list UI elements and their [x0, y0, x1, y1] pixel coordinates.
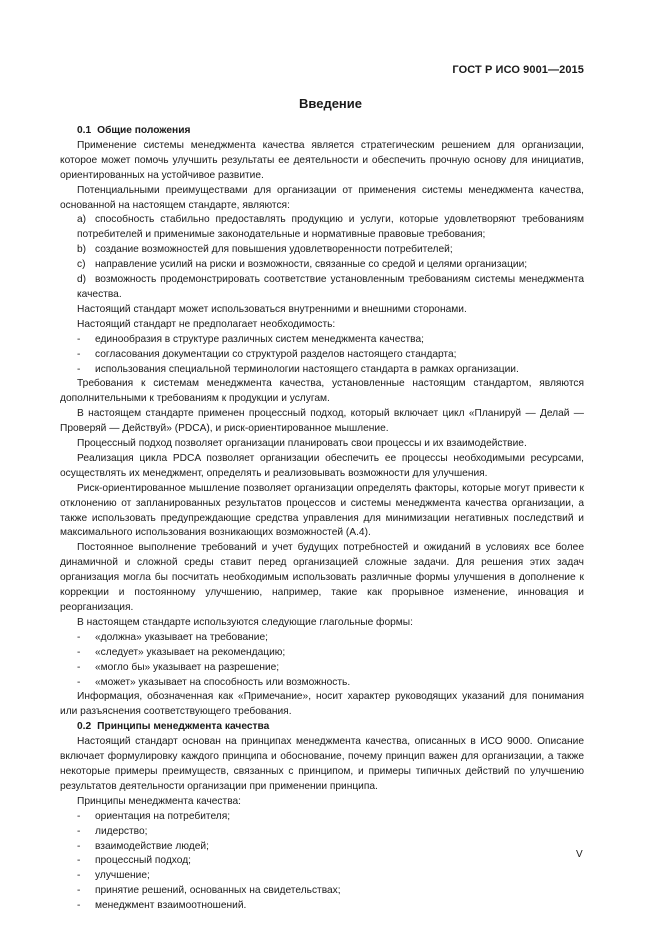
paragraph: Требования к системам менеджмента качества, установленные настоящим стандартом, являются дополнительными к требованиям к продукции и услугам. — [60, 378, 584, 405]
list-marker: - — [77, 840, 81, 852]
paragraph: Потенциальными преимуществами для организации от применения системы менеджмента качества, основанной на настоящем стандарте, являются: — [60, 184, 584, 211]
list-item — [60, 854, 584, 869]
list-item — [60, 333, 584, 348]
page-number: V — [576, 849, 583, 860]
paragraph: Реализация цикла PDCA позволяет организации обеспечить ее процессы необходимыми ресурсами, осуществлять их менеджмент, определять и реализовывать возможности для улучшения. — [60, 452, 584, 479]
page-title: Введение — [299, 96, 362, 111]
list-item-text: лидерство; — [95, 825, 148, 837]
list-item-text: возможность продемонстрировать соответствие установленным требованиям системы менеджмента качества. — [77, 274, 584, 300]
list-item — [60, 899, 584, 914]
list-item — [60, 243, 584, 258]
list-item-text: «должна» указывает на требование; — [95, 631, 268, 643]
list-marker: - — [77, 855, 81, 867]
paragraph: Настоящий стандарт не предполагает необходимость: — [77, 318, 336, 330]
list-marker: - — [77, 900, 81, 912]
section-number: 0.2 — [77, 721, 92, 733]
paragraph: Настоящий стандарт может использоваться внутренними и внешними сторонами. — [77, 303, 467, 315]
list-item-text: ориентация на потребителя; — [95, 810, 231, 822]
list-marker: - — [77, 333, 81, 345]
paragraph: Применение системы менеджмента качества является стратегическим решением для организации, которое может помочь улучшить результаты ее деятельности и обеспечить прочную основу для инициатив, ориентированных на устойчивое развитие. — [60, 139, 584, 181]
list-item-text: направление усилий на риски и возможности, связанные со средой и целями организации; — [95, 259, 528, 271]
list-item — [60, 676, 584, 691]
list-item-text: «может» указывает на способность или возможность. — [95, 676, 351, 688]
paragraph: Настоящий стандарт основан на принципах менеджмента качества, описанных в ИСО 9000. Описание включает формулировку каждого принципа и обоснование, почему принцип важен для организации, а также некоторые примеры преимуществ, связанных с принципом, и примеры типичных действий по улучшению результатов деятельности организации при применении принципа. — [60, 736, 584, 792]
list-item-text: «могло бы» указывает на разрешение; — [95, 661, 280, 673]
paragraph: Процессный подход позволяет организации планировать свои процессы и их взаимодействие. — [77, 438, 527, 450]
list-item — [60, 258, 584, 273]
list-marker: - — [77, 363, 81, 375]
section-title: Общие положения — [97, 125, 191, 136]
list-item — [60, 825, 584, 840]
list-marker: - — [77, 348, 81, 360]
list-item — [60, 348, 584, 363]
list-marker: - — [77, 810, 81, 822]
list-item-text: «следует» указывает на рекомендацию; — [95, 646, 286, 658]
list-item — [60, 869, 584, 884]
list-marker: - — [77, 646, 81, 658]
list-marker: - — [77, 870, 81, 882]
document-header: ГОСТ Р ИСО 9001—2015 — [452, 64, 584, 76]
list-item-text: процессный подход; — [95, 855, 191, 867]
list-marker: - — [77, 631, 81, 643]
list-item — [60, 810, 584, 825]
list-marker: d) — [77, 274, 87, 286]
paragraph: В настоящем стандарте используются следующие глагольные формы: — [77, 616, 413, 628]
list-item-text: взаимодействие людей; — [95, 840, 209, 852]
list-marker: c) — [77, 259, 86, 271]
list-item-text: создание возможностей для повышения удовлетворенности потребителей; — [95, 244, 453, 256]
paragraph: Постоянное выполнение требований и учет будущих потребностей и ожиданий в условиях все более динамичной и сложной среды ставит перед организацией сложные задачи. Для решения этих задач организация могла бы посчитать необходимым использовать различные формы улучшения в дополнение к коррекции и постоянному улучшению, например, такие как прорывное изменение, инновация и реорганизация. — [60, 542, 584, 613]
list-item — [60, 884, 584, 899]
list-marker: b) — [77, 244, 87, 256]
list-item-text: способность стабильно предоставлять продукцию и услуги, которые удовлетворяют требованиям потребителей и применимые законодательные и нормативные правовые требования; — [77, 214, 584, 241]
list-item — [60, 840, 584, 855]
paragraph: В настоящем стандарте применен процессный подход, который включает цикл «Планируй — Делай — Проверяй — Действуй» (PDCA), и риск-ориентированное мышление. — [60, 408, 584, 435]
list-item — [60, 646, 584, 661]
list-item — [60, 363, 584, 378]
list-marker: - — [77, 885, 81, 897]
list-item — [60, 661, 584, 676]
list-item-text: менеджмент взаимоотношений. — [95, 900, 247, 912]
document-body — [60, 124, 584, 914]
list-marker: - — [77, 825, 81, 837]
list-marker: - — [77, 661, 81, 673]
list-item — [60, 631, 584, 646]
list-marker: a) — [77, 214, 87, 226]
list-item — [60, 213, 584, 243]
list-item-text: использования специальной терминологии настоящего стандарта в рамках организации. — [95, 363, 519, 375]
list-item — [60, 273, 584, 303]
list-item-text: улучшение; — [95, 870, 150, 882]
paragraph: Риск-ориентированное мышление позволяет организации определять факторы, которые могут привести к отклонению от запланированных результатов процессов и системы менеджмента качества организации, а также использовать предупреждающие средства управления для минимизации негативных последствий и максимального использования возникающих возможностей (А.4). — [60, 482, 584, 539]
paragraph: Информация, обозначенная как «Примечание», носит характер руководящих указаний для понимания или разъяснения соответствующего требования. — [60, 691, 584, 718]
list-marker: - — [77, 676, 81, 688]
section-title: Принципы менеджмента качества — [97, 721, 270, 733]
list-item-text: согласования документации со структурой разделов настоящего стандарта; — [95, 348, 457, 360]
paragraph: Принципы менеджмента качества: — [77, 795, 241, 807]
section-heading-0-2 — [60, 720, 584, 735]
list-item-text: единообразия в структуре различных систем менеджмента качества; — [95, 333, 424, 345]
section-number: 0.1 — [77, 125, 92, 136]
section-heading-0-1 — [60, 124, 584, 139]
list-item-text: принятие решений, основанных на свидетельствах; — [95, 885, 341, 897]
